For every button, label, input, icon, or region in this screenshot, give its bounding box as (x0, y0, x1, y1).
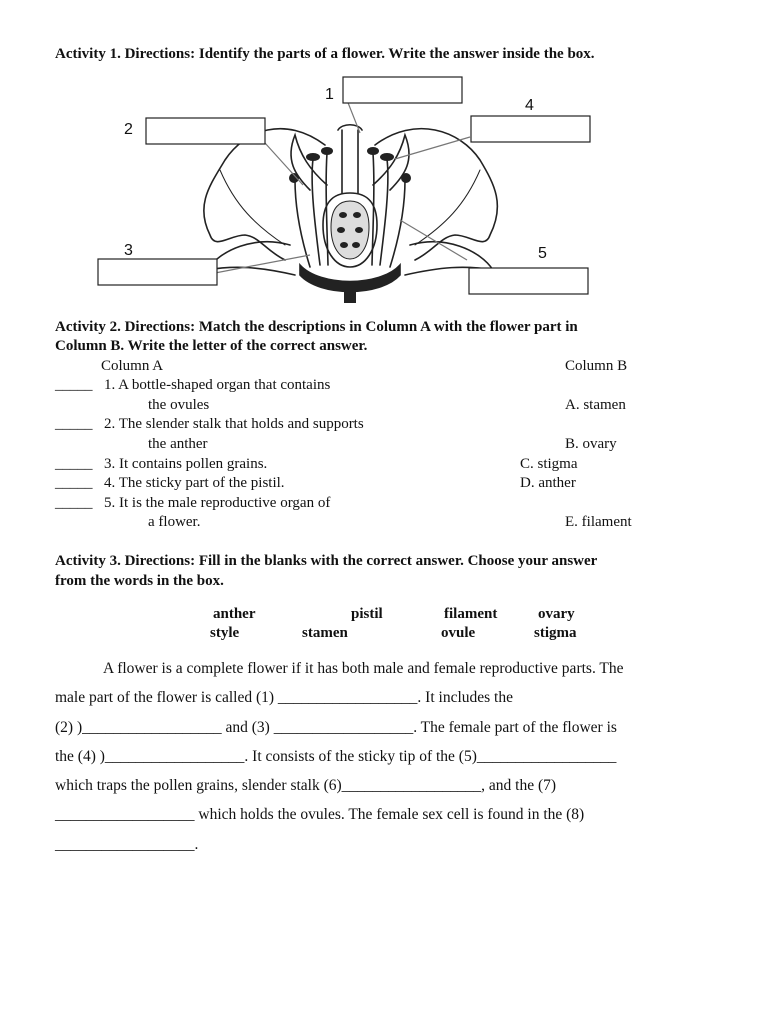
flower-diagram (95, 75, 595, 303)
paragraph-line-4: the (4) )__________________. It consists of the sticky tip of the (5)__________________ (55, 748, 617, 765)
item-4-blank[interactable]: _____ (55, 475, 93, 491)
activity2-directions-line1: Activity 2. Directions: Match the descriptions in Column A with the flower part in (55, 319, 578, 335)
item-5-text: 5. It is the male reproductive organ of (104, 495, 331, 511)
answer-box-5[interactable] (469, 268, 588, 294)
word-ovary: ovary (538, 606, 575, 622)
paragraph-line-3: (2) )__________________ and (3) __________________. The female part of the flower is (55, 719, 617, 736)
answer-box-1[interactable] (343, 77, 462, 103)
word-style: style (210, 625, 240, 641)
answer-box-3[interactable] (98, 259, 217, 285)
activity2-directions-line2: Column B. Write the letter of the correct answer. (55, 338, 368, 354)
word-pistil: pistil (351, 606, 383, 622)
item-2-text: 2. The slender stalk that holds and supports (104, 416, 364, 432)
activity3-directions-line2: from the words in the box. (55, 573, 224, 589)
activity1-directions: Activity 1. Directions: Identify the parts of a flower. Write the answer inside the box. (55, 46, 595, 62)
column-a-header: Column A (101, 358, 164, 374)
paragraph-line-2: male part of the flower is called (1) __________________. It includes the (55, 689, 513, 706)
answer-box-4[interactable] (471, 116, 590, 142)
item-3-blank[interactable]: _____ (55, 456, 93, 472)
choice-e: E. filament (565, 514, 632, 530)
label-3: 3 (124, 242, 133, 259)
label-1: 1 (325, 86, 334, 103)
item-1-blank[interactable]: _____ (55, 377, 93, 393)
item-4-text: 4. The sticky part of the pistil. (104, 475, 285, 491)
paragraph-line-1: A flower is a complete flower if it has both male and female reproductive parts. The (103, 660, 624, 677)
choice-a: A. stamen (565, 397, 626, 413)
paragraph-line-7: __________________. (55, 836, 199, 853)
item-5-blank[interactable]: _____ (55, 495, 93, 511)
answer-box-2[interactable] (146, 118, 265, 144)
item-2-blank[interactable]: _____ (55, 416, 93, 432)
word-filament: filament (444, 606, 498, 622)
item-1-text-cont: the ovules (148, 397, 210, 413)
item-2-text-cont: the anther (148, 436, 208, 452)
word-anther: anther (213, 606, 256, 622)
activity3-directions-line1: Activity 3. Directions: Fill in the blanks with the correct answer. Choose your answer (55, 553, 598, 569)
choice-d: D. anther (520, 475, 576, 491)
choice-b: B. ovary (565, 436, 617, 452)
paragraph-line-6: __________________ which holds the ovules. The female sex cell is found in the (8) (55, 806, 585, 823)
label-5: 5 (538, 245, 547, 262)
column-b-header: Column B (565, 358, 628, 374)
label-2: 2 (124, 121, 133, 138)
word-stamen: stamen (302, 625, 348, 641)
item-5-text-cont: a flower. (148, 514, 201, 530)
word-ovule: ovule (441, 625, 476, 641)
word-stigma: stigma (534, 625, 577, 641)
item-1-text: 1. A bottle-shaped organ that contains (104, 377, 331, 393)
paragraph-line-5: which traps the pollen grains, slender stalk (6)__________________, and the (7) (55, 777, 557, 794)
label-4: 4 (525, 97, 534, 114)
choice-c: C. stigma (520, 456, 578, 472)
item-3-text: 3. It contains pollen grains. (104, 456, 268, 472)
